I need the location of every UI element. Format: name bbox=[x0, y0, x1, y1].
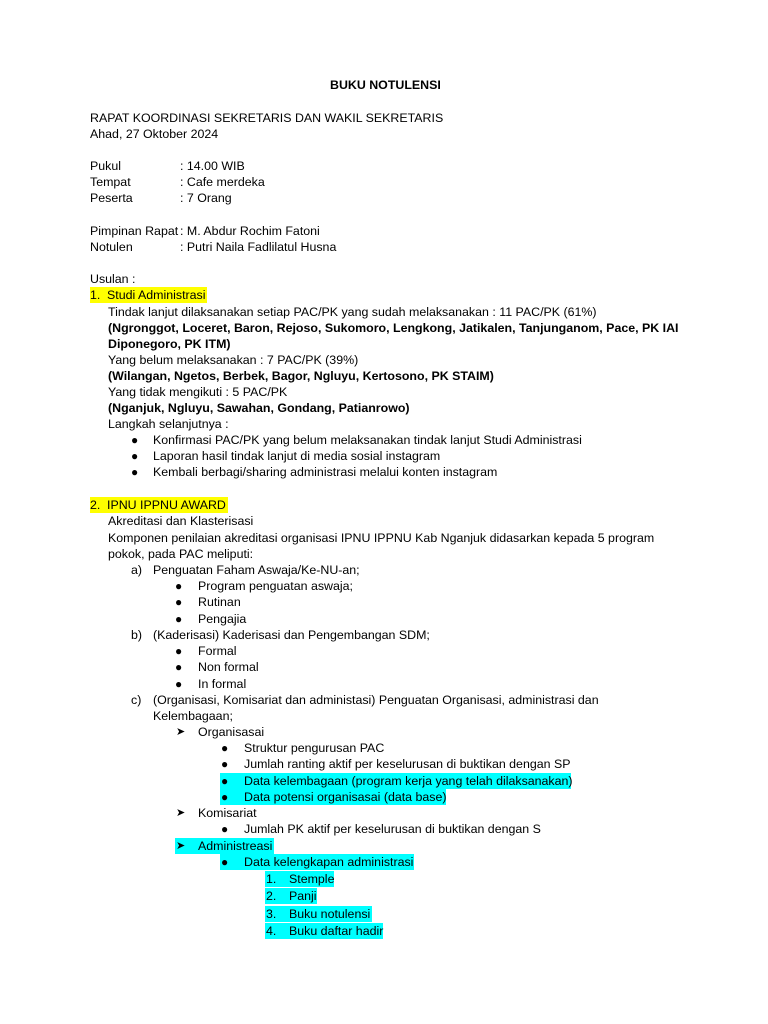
info-value: : Cafe merdeka bbox=[180, 175, 265, 189]
bullet-icon: ● bbox=[131, 465, 139, 479]
list-item-highlighted: Data kelembagaan (program kerja yang telah dilaksanakan) bbox=[244, 774, 573, 788]
sublist-label-komisariat: Komisariat bbox=[198, 806, 257, 820]
sublist-label-organisasi: Organisasai bbox=[198, 725, 265, 739]
bullet-icon: ● bbox=[221, 741, 229, 755]
info-value: : Putri Naila Fadlilatul Husna bbox=[180, 240, 337, 254]
info-value: : 14.00 WIB bbox=[180, 159, 245, 173]
document-title: BUKU NOTULENSI bbox=[330, 78, 441, 92]
section-number: 1. bbox=[90, 288, 101, 302]
list-marker-c: c) bbox=[131, 693, 142, 707]
bullet-icon: ● bbox=[221, 822, 229, 836]
section-1-text: (Wilangan, Ngetos, Berbek, Bagor, Ngluyu, Kertosono, PK STAIM) bbox=[108, 369, 494, 383]
info-value: : 7 Orang bbox=[180, 191, 232, 205]
list-marker-a: a) bbox=[131, 563, 143, 577]
numbered-item: Buku daftar hadir bbox=[289, 924, 384, 938]
arrow-bullet-icon: ➤ bbox=[176, 726, 186, 738]
bullet-icon: ● bbox=[221, 774, 229, 788]
section-2-text: Akreditasi dan Klasterisasi bbox=[108, 514, 254, 528]
meeting-title: RAPAT KOORDINASI SEKRETARIS DAN WAKIL SEKRETARIS bbox=[90, 111, 444, 125]
info-label: Notulen bbox=[90, 240, 133, 254]
numbered-marker: 3. bbox=[266, 907, 277, 921]
section-1-text: (Nganjuk, Ngluyu, Sawahan, Gondang, Patianrowo) bbox=[108, 401, 410, 415]
bullet-icon: ● bbox=[131, 449, 139, 463]
info-label: Peserta bbox=[90, 191, 133, 205]
bullet-icon: ● bbox=[175, 677, 183, 691]
info-label: Pimpinan Rapat bbox=[90, 224, 179, 238]
bullet-icon: ● bbox=[175, 660, 183, 674]
arrow-bullet-icon: ➤ bbox=[176, 840, 186, 852]
section-1-heading bbox=[90, 287, 207, 303]
list-item: Program penguatan aswaja; bbox=[198, 579, 353, 593]
numbered-item: Panji bbox=[289, 889, 317, 903]
bullet-icon: ● bbox=[175, 644, 183, 658]
info-row-notulen bbox=[90, 239, 336, 255]
bullet-icon: ● bbox=[131, 433, 139, 447]
list-item: Jumlah ranting aktif per keselurusan di buktikan dengan SP bbox=[244, 757, 571, 771]
list-item: Pengajia bbox=[198, 612, 247, 626]
arrow-bullet-icon: ➤ bbox=[176, 807, 186, 819]
info-row-pimpinan bbox=[90, 223, 320, 239]
list-item-c-cont: Kelembagaan; bbox=[153, 709, 233, 723]
meeting-date: Ahad, 27 Oktober 2024 bbox=[90, 127, 219, 141]
bullet-icon: ● bbox=[221, 855, 229, 869]
section-number: 2. bbox=[90, 498, 101, 512]
section-1-text: Tindak lanjut dilaksanakan setiap PAC/PK yang sudah melaksanakan : 11 PAC/PK (61%) bbox=[108, 305, 597, 319]
sublist-label-administrasi: Administreasi bbox=[198, 839, 273, 853]
section-2-text: pokok, pada PAC meliputi: bbox=[108, 547, 254, 561]
list-item: Struktur pengurusan PAC bbox=[244, 741, 385, 755]
list-item-highlighted: Data kelengkapan administrasi bbox=[244, 855, 414, 869]
list-item-highlighted: Data potensi organisasai (data base) bbox=[244, 790, 447, 804]
usulan-label: Usulan : bbox=[90, 272, 136, 286]
info-value: : M. Abdur Rochim Fatoni bbox=[180, 224, 320, 238]
section-1-text: Yang belum melaksanakan : 7 PAC/PK (39%) bbox=[108, 353, 359, 367]
info-row-peserta bbox=[90, 190, 232, 206]
section-1-text: (Ngronggot, Loceret, Baron, Rejoso, Sukomoro, Lengkong, Jatikalen, Tanjunganom, Pace, PK IAI bbox=[108, 321, 679, 335]
list-item-c: (Organisasi, Komisariat dan administasi) Penguatan Organisasi, administrasi dan bbox=[153, 693, 599, 707]
list-item: In formal bbox=[198, 677, 247, 691]
list-marker-b: b) bbox=[131, 628, 143, 642]
list-item: Kembali berbagi/sharing administrasi melalui konten instagram bbox=[153, 465, 498, 479]
list-item: Jumlah PK aktif per keselurusan di buktikan dengan S bbox=[244, 822, 541, 836]
section-1-text: Yang tidak mengikuti : 5 PAC/PK bbox=[108, 385, 288, 399]
numbered-item: Stemple bbox=[289, 872, 335, 886]
bullet-icon: ● bbox=[175, 612, 183, 626]
numbered-item: Buku notulensi bbox=[289, 907, 371, 921]
list-item-a: Penguatan Faham Aswaja/Ke-NU-an; bbox=[153, 563, 360, 577]
info-row-pukul bbox=[90, 158, 245, 174]
info-label: Tempat bbox=[90, 175, 131, 189]
list-item-b: (Kaderisasi) Kaderisasi dan Pengembangan SDM; bbox=[153, 628, 430, 642]
section-1-text: Diponegoro, PK ITM) bbox=[108, 337, 231, 351]
section-title: Studi Administrasi bbox=[107, 288, 206, 302]
section-2-heading bbox=[90, 497, 228, 513]
list-item: Non formal bbox=[198, 660, 259, 674]
info-row-tempat bbox=[90, 174, 265, 190]
bullet-icon: ● bbox=[175, 595, 183, 609]
bullet-icon: ● bbox=[221, 790, 229, 804]
section-title: IPNU IPPNU AWARD bbox=[107, 498, 226, 512]
list-item: Formal bbox=[198, 644, 237, 658]
numbered-marker: 2. bbox=[266, 889, 277, 903]
section-2-text: Komponen penilaian akreditasi organisasi IPNU IPPNU Kab Nganjuk didasarkan kepada 5 program bbox=[108, 531, 655, 545]
section-1-text: Langkah selanjutnya : bbox=[108, 417, 229, 431]
bullet-icon: ● bbox=[175, 579, 183, 593]
numbered-marker: 4. bbox=[266, 924, 277, 938]
list-item: Laporan hasil tindak lanjut di media sosial instagram bbox=[153, 449, 441, 463]
list-item: Rutinan bbox=[198, 595, 241, 609]
numbered-marker: 1. bbox=[266, 872, 277, 886]
info-label: Pukul bbox=[90, 159, 121, 173]
bullet-icon: ● bbox=[221, 757, 229, 771]
list-item: Konfirmasi PAC/PK yang belum melaksanakan tindak lanjut Studi Administrasi bbox=[153, 433, 582, 447]
